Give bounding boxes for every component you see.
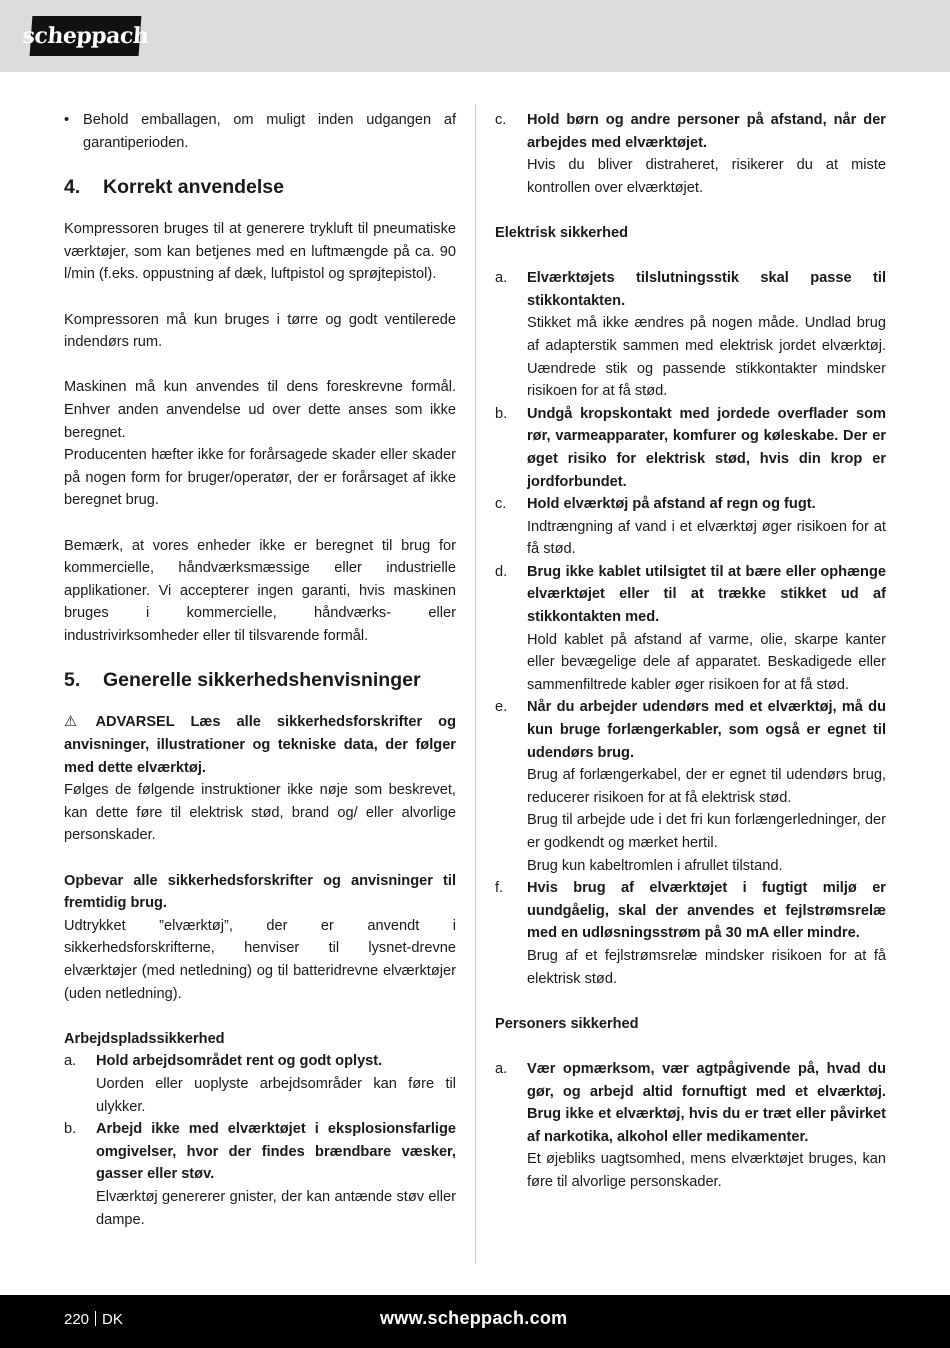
section-4-heading (64, 174, 456, 200)
subheading-personal-safety: Personers sikkerhed (495, 1015, 639, 1032)
list-item-bold: Hold elværktøj på afstand af regn og fugt. (527, 496, 816, 513)
column-divider (475, 104, 476, 1264)
list-item-bold: Hold arbejdsområdet rent og godt oplyst. (96, 1053, 383, 1070)
list-item-text: Brug kun kabeltromlen i afrullet tilstand. (527, 857, 783, 874)
paragraph: Producenten hæfter ikke for forårsagede skader eller skader på nogen form for bruger/operatør, der er forårsaget af ikke beregnet brug. (64, 447, 456, 509)
left-column (64, 109, 456, 1231)
list-letter: e. (495, 699, 508, 716)
bullet-item (64, 109, 456, 154)
list-item-bold: Undgå kropskontakt med jordede overflader som rør, varmeapparater, komfurer og køleskabe. Der er øget risiko for elektrisk stød, hvis din krop er jordforbundet. (527, 405, 886, 490)
list-item (495, 696, 886, 877)
page-number: 220 (64, 1311, 90, 1328)
list-item-text: Elværktøj genererer gnister, der kan antænde støv eller dampe. (96, 1188, 456, 1228)
list-item-bold: Når du arbejder udendørs med et elværktøj, må du kun bruge forlængerkabler, som også er egnet til udendørs brug. (527, 699, 886, 761)
list-letter: b. (64, 1121, 77, 1138)
page-header (0, 0, 950, 72)
paragraph: Kompressoren bruges til at generere trykluft til pneumatiske værktøjer, som kan betjenes med en luftmængde på ca. 90 l/min (f.eks. oppustning af dæk, luftpistol og sprøjtepistol). (64, 221, 456, 283)
list-letter: a. (495, 1060, 508, 1077)
scheppach-logo: scheppach (30, 16, 142, 56)
section-title: Generelle sikkerhedshenvisninger (103, 669, 421, 692)
list-item-text: Brug af forlængerkabel, der er egnet til udendørs brug, reducerer risikoen for at få elektrisk stød. (527, 767, 886, 806)
list-item-bold: Brug ikke kablet utilsigtet til at bære eller ophænge elværktøjet eller til at trække stikket ud af stikkontakten med. (527, 563, 886, 626)
list-item-text: Brug til arbejde ude i det fri kun forlængerledninger, der er godkendt og mærket hertil. (527, 812, 886, 851)
list-item-text: Uorden eller uoplyste arbejdsområder kan føre til ulykker. (96, 1075, 456, 1115)
list-item (495, 109, 886, 199)
list-item-text: Stikket må ikke ændres på nogen måde. Undlad brug af adapterstik sammen med elektrisk jordet elværktøj. Uændrede stik og passende stikkontakter mindsker risikoen for at få stød. (527, 315, 886, 400)
keep-instructions-text: Udtrykket ”elværktøj”, der er anvendt i sikkerhedsforskrifterne, henviser til lysnet-drevne elværktøjer (med netledning) og til batteridrevne elværktøjer (uden netledning). (64, 917, 456, 1002)
warning-text: Følges de følgende instruktioner ikke nøje som beskrevet, kan dette føre til elektrisk stød, brand og/ eller alvorlige personskader. (64, 782, 456, 844)
section-title: Korrekt anvendelse (103, 176, 284, 199)
list-letter: c. (495, 112, 507, 128)
list-item-bold: Arbejd ikke med elværktøjet i eksplosionsfarlige omgivelser, hvor der findes brændbare væsker, gasser eller støv. (96, 1121, 456, 1183)
list-letter: b. (495, 405, 508, 422)
section-number: 5. (64, 669, 81, 692)
language-code: DK (102, 1311, 123, 1328)
keep-instructions-heading: Opbevar alle sikkerhedsforskrifter og anvisninger til fremtidig brug. (64, 872, 456, 912)
page-footer (0, 1295, 950, 1348)
website-url: www.scheppach.com (380, 1308, 568, 1328)
warning-heading (64, 711, 456, 779)
warning-triangle-icon: ⚠ (64, 714, 78, 731)
page-info (64, 1311, 123, 1328)
list-item (495, 561, 886, 697)
list-letter: d. (495, 563, 508, 580)
list-item (495, 403, 886, 493)
list-item-bold: Hvis brug af elværktøjet i fugtigt miljø er uundgåelig, skal der anvendes et fejlstrømsrelæ med en udløsningsstrøm på 30 mA eller mindre. (527, 880, 886, 942)
list-item-text: Brug af et fejlstrømsrelæ mindsker risikoen for at få elektrisk stød. (527, 947, 886, 987)
list-letter: a. (495, 270, 508, 287)
section-number: 4. (64, 176, 81, 199)
list-item-text: Hold kablet på afstand af varme, olie, skarpe kanter eller bevægelige dele af apparatet. Beskadigede eller sammenfiltrede kabler øger risikoen for at få stød. (527, 631, 886, 693)
list-letter: a. (64, 1053, 77, 1070)
warning-bold-text: ADVARSEL Læs alle sikkerhedsforskrifter og anvisninger, illustrationer og tekniske data, der følger med dette elværktøj. (64, 714, 456, 776)
list-item (495, 1058, 886, 1194)
list-letter: f. (495, 880, 504, 897)
subheading-work-area: Arbejdspladssikkerhed (64, 1030, 225, 1047)
paragraph: Kompressoren må kun bruges i tørre og godt ventilerede indendørs rum. (64, 311, 456, 351)
bullet-marker: • (64, 112, 70, 128)
list-item-text: Et øjebliks uagtsomhed, mens elværktøjet bruges, kan føre til alvorlige personskader. (527, 1151, 886, 1190)
list-item-bold: Elværktøjets tilslutningsstik skal passe til stikkontakten. (527, 270, 886, 309)
list-item (495, 493, 886, 561)
list-item-text: Indtrængning af vand i et elværktøj øger risikoen for at få stød. (527, 518, 886, 558)
section-5-heading (64, 667, 456, 693)
bullet-text: Behold emballagen, om muligt inden udgangen af garantiperioden. (83, 112, 456, 151)
list-item (495, 267, 886, 403)
list-item-bold: Vær opmærksom, vær agtpågivende på, hvad du gør, og arbejd altid fornuftigt med et elværktøj. Brug ikke et elværktøj, hvis du er træt eller påvirket af narkotika, alkohol eller medikamenter. (527, 1060, 886, 1145)
paragraph: Maskinen må kun anvendes til dens foreskrevne formål. Enhver anden anvendelse ud over dette anses som ikke beregnet. (64, 379, 456, 441)
right-column (495, 109, 886, 1194)
list-item (64, 1118, 456, 1231)
list-item (64, 1050, 456, 1118)
subheading-electrical-safety: Elektrisk sikkerhed (495, 224, 629, 241)
list-item (495, 877, 886, 990)
list-item-text: Hvis du bliver distraheret, risikerer du at miste kontrollen over elværktøjet. (527, 157, 886, 196)
list-item-bold: Hold børn og andre personer på afstand, når der arbejdes med elværktøjet. (527, 112, 886, 151)
paragraph: Bemærk, at vores enheder ikke er beregnet til brug for kommercielle, håndværksmæssige eller industrielle applikationer. Vi accepterer ingen garanti, hvis maskinen bruges i kommercielle, håndværks- eller industrivirksomheder eller til tilsvarende formål. (64, 537, 456, 644)
separator (95, 1311, 96, 1326)
list-letter: c. (495, 496, 507, 513)
